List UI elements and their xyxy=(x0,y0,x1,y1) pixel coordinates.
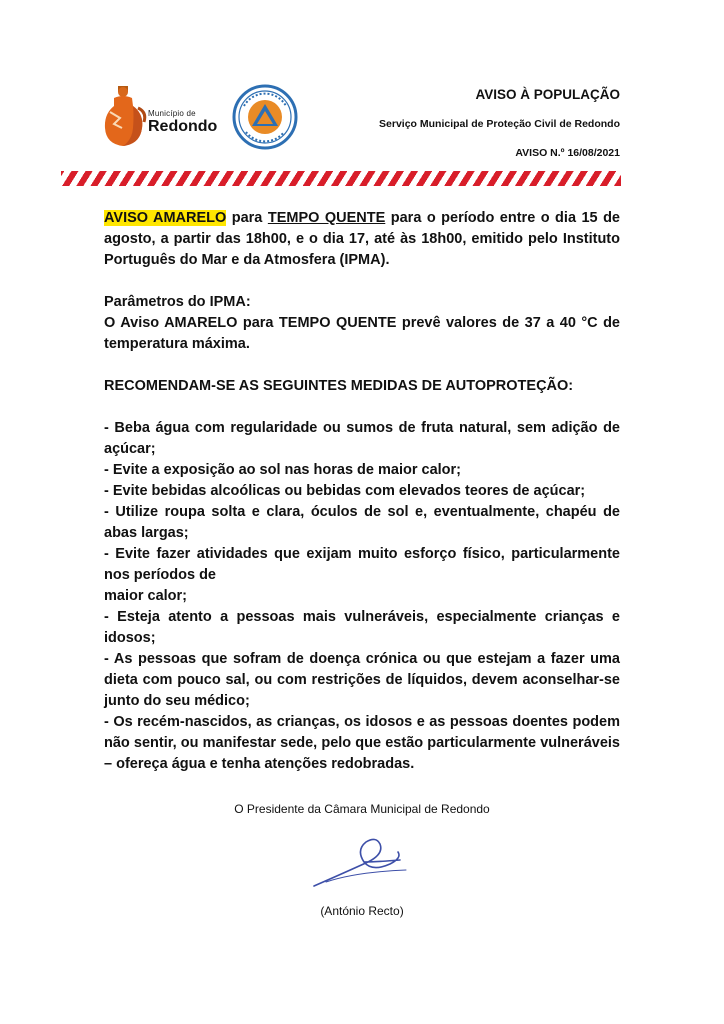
hot-weather-underline: TEMPO QUENTE xyxy=(267,210,386,226)
municipio-small-label: Município de xyxy=(148,109,196,118)
list-item: - Evite bebidas alcoólicas ou bebidas com elevados teores de açúcar; xyxy=(104,483,586,499)
intro-text-2: para o período entre o dia 15 de agosto, a partir das 18h00, e o dia 17, até às 18h00, emitido pelo Instituto Português do Mar e da Atmosfera (IPMA). xyxy=(104,210,620,268)
president-caption: O Presidente da Câmara Municipal de Redondo xyxy=(234,802,490,816)
list-item: - As pessoas que sofram de doença crónica ou que estejam a fazer uma dieta com pouco sal, ou com restrições de líquidos, devem aconselhar-se junto do seu médico; xyxy=(104,651,620,709)
protecao-civil-logo xyxy=(232,84,298,150)
jug-icon xyxy=(100,84,148,148)
notice-body xyxy=(104,208,620,775)
yellow-warning-highlight: AVISO AMARELO xyxy=(104,210,227,226)
service-name: Serviço Municipal de Proteção Civil de Redondo xyxy=(379,118,620,130)
intro-paragraph xyxy=(104,208,620,271)
municipio-big-label: Redondo xyxy=(148,118,218,135)
list-item: - Utilize roupa solta e clara, óculos de sol e, eventualmente, chapéu de abas largas; xyxy=(104,504,620,541)
intro-text-1: para xyxy=(226,210,268,226)
params-text: O Aviso AMARELO para TEMPO QUENTE prevê valores de 37 a 40 °C de temperatura máxima. xyxy=(104,315,620,352)
list-item: - Evite a exposição ao sol nas horas de maior calor; xyxy=(104,462,461,478)
municipio-redondo-logo xyxy=(100,84,222,148)
civil-protection-emblem-icon xyxy=(232,84,298,150)
list-item: - Beba água com regularidade ou sumos de fruta natural, sem adição de açúcar; xyxy=(104,420,620,457)
list-item: - Evite fazer atividades que exijam muito esforço físico, particularmente nos períodos de xyxy=(104,546,620,583)
list-item: maior calor; xyxy=(104,588,187,604)
recommend-title: RECOMENDAM-SE AS SEGUINTES MEDIDAS DE AUTOPROTEÇÃO: xyxy=(104,378,574,394)
params-title: Parâmetros do IPMA: xyxy=(104,294,251,310)
warning-stripe-divider xyxy=(61,171,621,186)
list-item: - Os recém-nascidos, as crianças, os idosos e as pessoas doentes podem não sentir, ou manifestar sede, pelo que estão particularmente vulneráveis – ofereça água e tenha atenções redobradas. xyxy=(104,714,620,772)
list-item: - Esteja atento a pessoas mais vulneráveis, especialmente crianças e idosos; xyxy=(104,609,620,646)
handwritten-signature xyxy=(306,832,416,894)
president-name: (António Recto) xyxy=(320,904,404,918)
notice-number: AVISO N.º 16/08/2021 xyxy=(515,147,620,159)
notice-title: AVISO À POPULAÇÃO xyxy=(475,87,620,102)
